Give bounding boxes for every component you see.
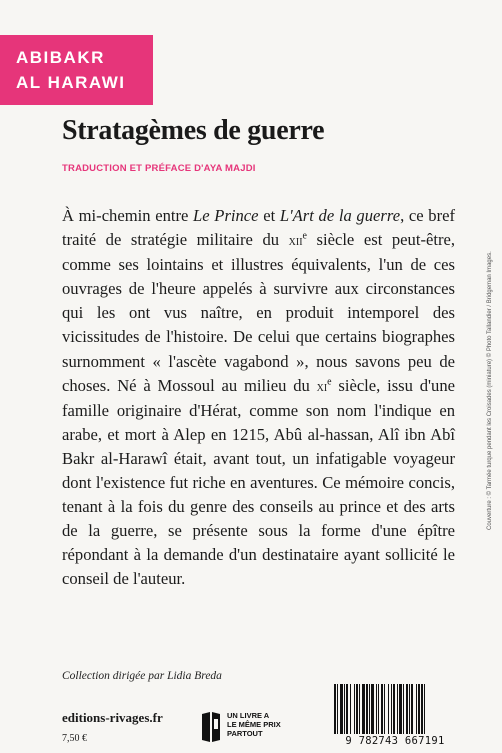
barcode-bars (330, 684, 460, 734)
book-title: Stratagèmes de guerre (62, 115, 325, 146)
barcode (330, 684, 460, 734)
cover-credits-text: Couverture : © Tarmée turque pendant les Croisades (miniature) © Photo Tallandier / Bridgeman Images. (487, 251, 493, 530)
blurb-paragraph (62, 204, 455, 592)
author-name-line2: AL HARAWI (16, 73, 126, 92)
blurb-title-art-de-la-guerre: L'Art de la guerre (279, 206, 401, 225)
book-icon (200, 711, 222, 743)
price: 7,50 € (62, 733, 87, 744)
author-name-line1: ABIBAKR (16, 48, 105, 67)
blurb-text-2: et (258, 206, 280, 225)
prix-unique-text (227, 711, 281, 738)
century-suffix-2: e (327, 376, 332, 388)
blurb-text-4: siècle est peut-être, comme ses lointains et illustres équivalents, l'un de ces ouvrages de l'heure appelés à survivre aux circonstances qui les ont vus naître, en produit intemporel des vicissitudes de l'histoire. De celui que certains biographes surnomment « l'ascète vagabond », nous savons peu de choses. Né à Mossoul au milieu du (62, 230, 455, 395)
century-numeral-1: xii (288, 233, 303, 250)
prix-unique-line2: LE MÊME PRIX (227, 720, 281, 729)
century-suffix-1: e (302, 230, 307, 242)
collection-editor: Collection dirigée par Lidia Breda (62, 670, 222, 682)
blurb-text-3: , ce bref traité de stratégie militaire du (62, 206, 455, 250)
blurb-text-1: À mi-chemin entre (62, 206, 194, 225)
blurb-text-5: siècle, issu d'une famille originaire d'Hérat, comme son nom l'indique en arabe, et mort à Alep en 1215, Abû al-hassan, Alî ibn Abî Bakr al-Harawî était, avant tout, un infatigable voyageur dont l'existence fut riche en aventures. Ce mémoire concis, tenant à la fois du genre des conseils au prince et des arts de la guerre, se présente sous la forme d'une épître répondant à la demande d'un destinataire ayant sollicité le conseil de l'auteur. (62, 375, 455, 589)
isbn-number: 9 782743 667191 (345, 735, 445, 747)
publisher-website: editions-rivages.fr (62, 710, 163, 725)
prix-unique-logo (200, 711, 290, 745)
author-band (0, 35, 153, 105)
translator-credit: TRADUCTION ET PRÉFACE D'AYA MAJDI (62, 163, 256, 174)
prix-unique-line1: UN LIVRE A (227, 711, 270, 720)
prix-unique-line3: PARTOUT (227, 729, 263, 738)
century-numeral-2: xi (316, 378, 328, 395)
blurb-title-le-prince: Le Prince (193, 206, 259, 225)
